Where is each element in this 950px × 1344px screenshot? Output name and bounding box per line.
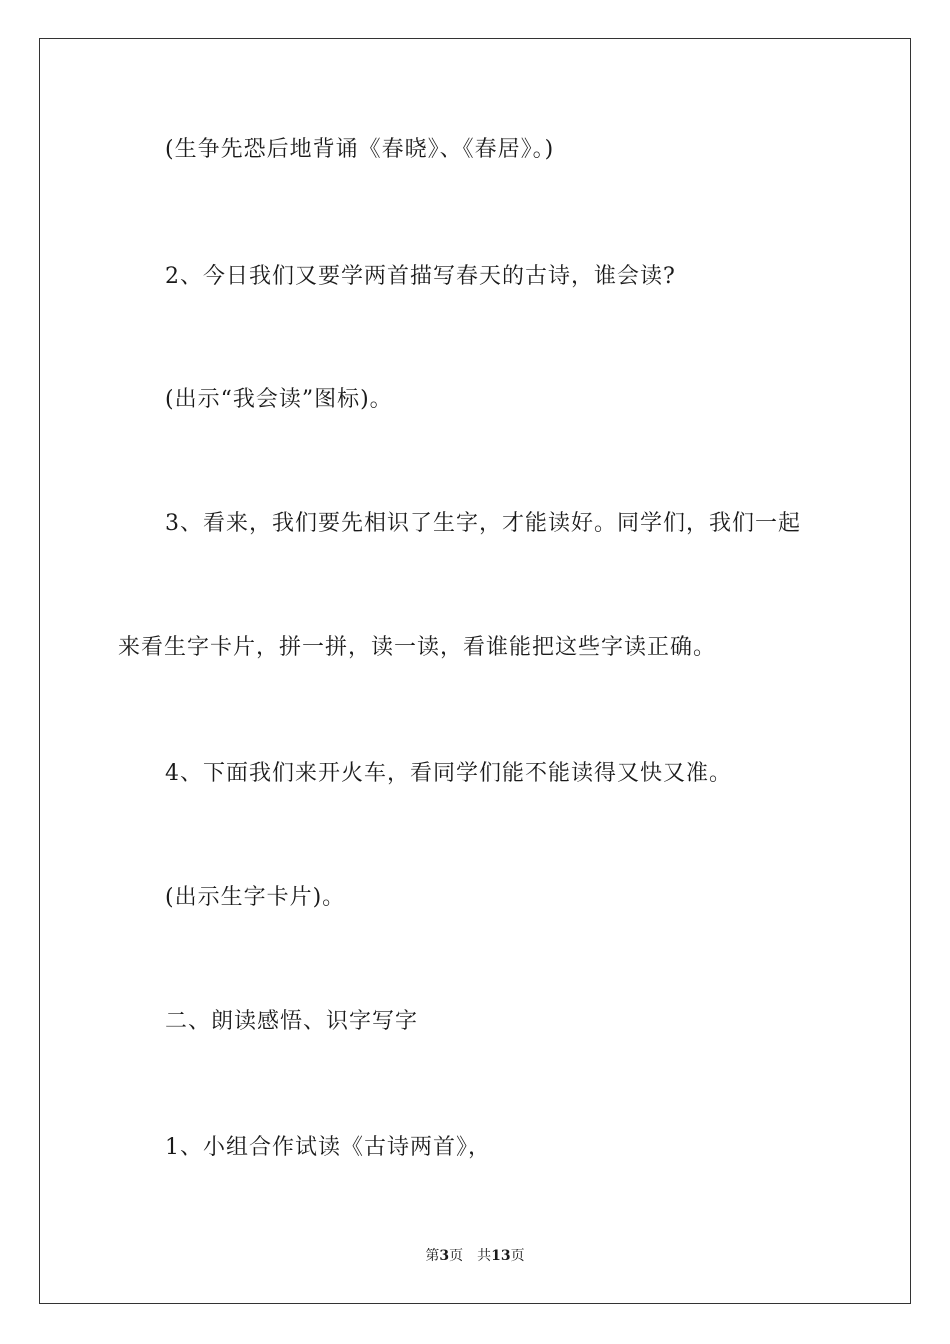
page-border <box>39 38 911 1304</box>
paragraph-item-3-line-2: 来看生字卡片，拼一拼，读一读，看谁能把这些字读正确。 <box>118 635 717 660</box>
paragraph-item-3-line-1: 3、看来，我们要先相识了生字，才能读好。同学们，我们一起 <box>165 511 801 536</box>
footer-page-number: 3 <box>439 1248 450 1264</box>
footer-total-pages: 13 <box>491 1248 511 1264</box>
section-heading-reading: 二、朗读感悟、识字写字 <box>165 1009 419 1034</box>
page-footer <box>0 1247 950 1265</box>
paragraph-item-4: 4、下面我们来开火车，看同学们能不能读得又快又准。 <box>165 761 732 786</box>
footer-total-prefix: 共 <box>477 1248 492 1264</box>
footer-total-suffix: 页 <box>510 1248 525 1264</box>
paragraph-recite: (生争先恐后地背诵《春晓》、《春居》。) <box>165 137 555 162</box>
paragraph-item-2: 2、今日我们又要学两首描写春天的古诗，谁会读? <box>165 264 676 289</box>
paragraph-show-icon: (出示“我会读”图标)。 <box>165 387 393 412</box>
paragraph-show-cards: (出示生字卡片)。 <box>165 885 346 910</box>
paragraph-group-reading: 1、小组合作试读《古诗两首》， <box>165 1135 491 1160</box>
footer-page-suffix: 页 <box>449 1248 464 1264</box>
footer-page-prefix: 第 <box>425 1248 440 1264</box>
